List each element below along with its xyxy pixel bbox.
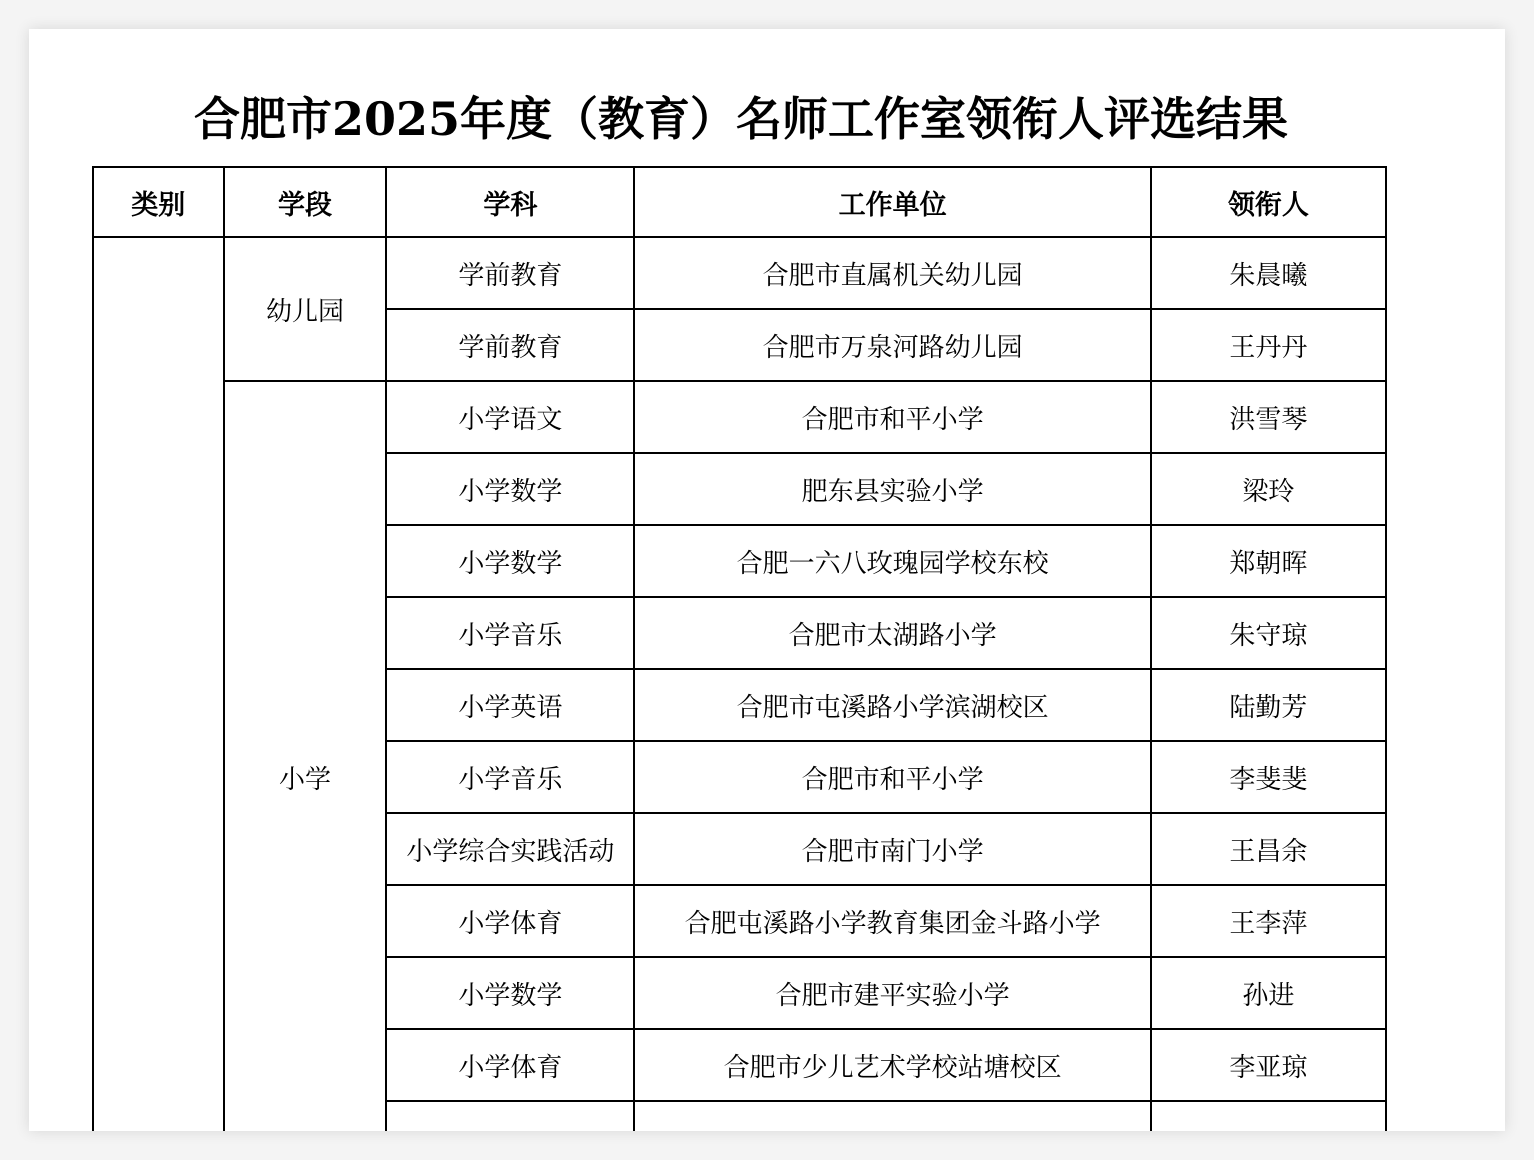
header-row	[93, 167, 1386, 237]
subject-cell: 小学体育	[386, 1029, 634, 1101]
header-subject: 学科	[386, 167, 634, 237]
stage-cell-primary: 小学	[224, 381, 387, 1131]
header-category: 类别	[93, 167, 224, 237]
table-row	[93, 237, 1386, 309]
leader-cell: 朱守琼	[1151, 597, 1386, 669]
table-row	[93, 381, 1386, 453]
unit-cell: 合肥市直属机关幼儿园	[634, 237, 1150, 309]
leader-cell: 郑朝晖	[1151, 525, 1386, 597]
unit-cell: 合肥市少儿艺术学校站塘校区	[634, 1029, 1150, 1101]
stage-cell-kindergarten: 幼儿园	[224, 237, 387, 381]
unit-cell: 合肥市和平小学	[634, 741, 1150, 813]
subject-cell: 小学英语	[386, 669, 634, 741]
subject-cell: 小学数学	[386, 453, 634, 525]
leader-cell: 洪雪琴	[1151, 381, 1386, 453]
subject-cell: 小学综合实践活动	[386, 813, 634, 885]
unit-cell: 肥东县实验小学	[634, 453, 1150, 525]
results-table	[92, 166, 1387, 1131]
unit-cell: 合肥市屯溪路小学滨湖校区	[634, 669, 1150, 741]
document-title: 合肥市2025年度（教育）名师工作室领衔人评选结果	[193, 92, 1289, 146]
category-cell	[93, 237, 224, 1131]
subject-cell: 学前教育	[386, 309, 634, 381]
unit-cell: 合肥市建平实验小学	[634, 957, 1150, 1029]
subject-cell: 小学语文	[386, 381, 634, 453]
leader-cell: 王丹丹	[1151, 309, 1386, 381]
unit-cell	[634, 1101, 1150, 1131]
leader-cell: 王昌余	[1151, 813, 1386, 885]
unit-cell: 合肥一六八玫瑰园学校东校	[634, 525, 1150, 597]
leader-cell: 梁玲	[1151, 453, 1386, 525]
subject-cell: 小学体育	[386, 885, 634, 957]
subject-cell: 小学音乐	[386, 597, 634, 669]
subject-cell	[386, 1101, 634, 1131]
unit-cell: 合肥市太湖路小学	[634, 597, 1150, 669]
leader-cell: 陆勤芳	[1151, 669, 1386, 741]
unit-cell: 合肥市和平小学	[634, 381, 1150, 453]
leader-cell: 李亚琼	[1151, 1029, 1386, 1101]
unit-cell: 合肥市南门小学	[634, 813, 1150, 885]
header-leader: 领衔人	[1151, 167, 1386, 237]
header-stage: 学段	[224, 167, 387, 237]
leader-cell: 李斐斐	[1151, 741, 1386, 813]
document-page	[29, 29, 1505, 1131]
unit-cell: 合肥市万泉河路幼儿园	[634, 309, 1150, 381]
subject-cell: 小学数学	[386, 525, 634, 597]
subject-cell: 小学数学	[386, 957, 634, 1029]
leader-cell: 孙进	[1151, 957, 1386, 1029]
header-unit: 工作单位	[634, 167, 1150, 237]
leader-cell: 朱晨曦	[1151, 237, 1386, 309]
unit-cell: 合肥屯溪路小学教育集团金斗路小学	[634, 885, 1150, 957]
leader-cell	[1151, 1101, 1386, 1131]
subject-cell: 小学音乐	[386, 741, 634, 813]
leader-cell: 王李萍	[1151, 885, 1386, 957]
subject-cell: 学前教育	[386, 237, 634, 309]
